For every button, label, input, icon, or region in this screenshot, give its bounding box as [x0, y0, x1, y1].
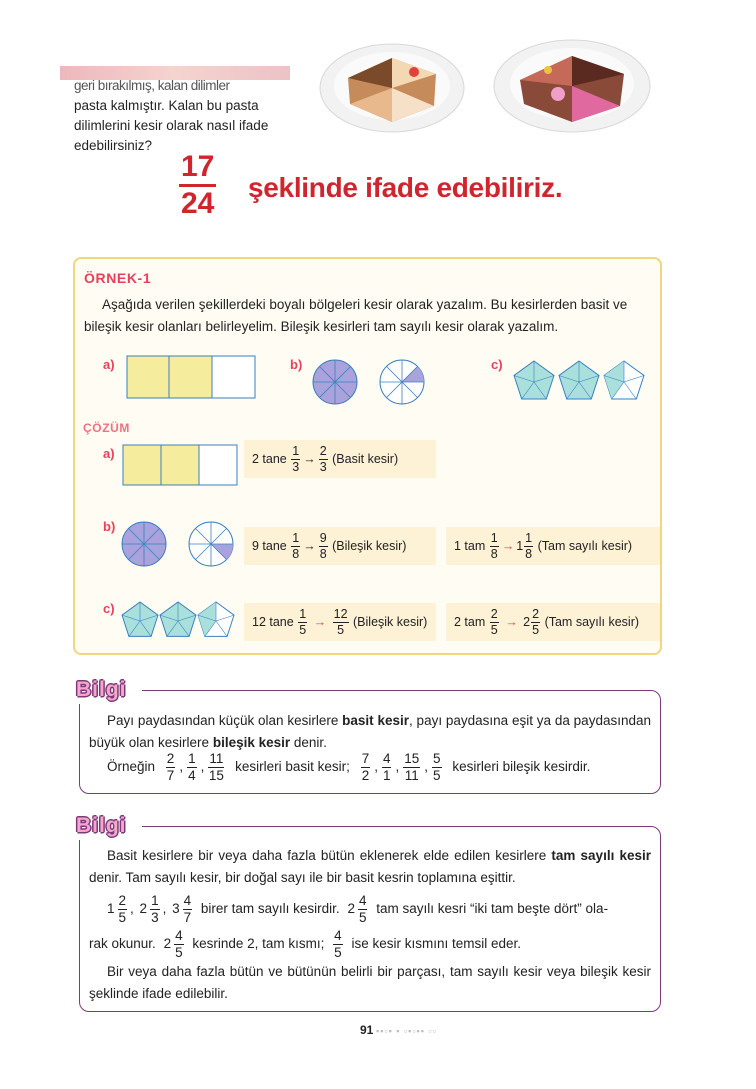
fraction-numerator: 7 — [361, 751, 370, 766]
info-1-examples: Örneğin $\frac{2}{7}$ , $\frac{1}{4}$ , $\frac{11}{15}$ kesirleri basit kesir; $\frac{7}{2}$ , $\frac{4}{1}$ , $\frac{15}{11}$ , $\frac{5}{5}$ kesirleri bileşik kesirdir. — [107, 751, 591, 783]
mixed-fraction — [150, 894, 160, 924]
solution-label-a: a) — [103, 446, 115, 461]
fraction-denominator: 5 — [433, 767, 441, 783]
page-number: 91 — [360, 1023, 374, 1037]
info-1-paragraph — [89, 710, 651, 754]
fraction-denominator: 4 — [188, 767, 196, 783]
cake-plate-image-1 — [318, 38, 466, 134]
fraction-numerator: 5 — [433, 751, 441, 766]
solution-b2-result-denominator: 8 — [525, 546, 533, 561]
info-2-text-a: Basit kesirlere bir veya daha fazla bütün eklenerek elde edilen kesirlere — [107, 848, 552, 863]
info-2-term-mixed: tam sayılı kesir — [551, 848, 651, 863]
solution-b2-unit-numerator: 1 — [490, 531, 498, 545]
solution-a-prefix: 2 tane — [252, 452, 287, 466]
solution-b2-box — [446, 527, 660, 565]
solution-b1-unit-denominator: 8 — [292, 546, 300, 561]
intro-line-4: edebilirsiniz? — [74, 138, 153, 153]
fraction-denominator: 11 — [404, 767, 419, 783]
label-a: a) — [103, 357, 115, 372]
info-2-mixed-examples: 1 $\frac{2}{5}$ , 2 $\frac{1}{3}$ , 3 $\frac{4}{7}$ birer tam sayılı kesirdir. 2 $\frac{4}{5}$ tam sayılı kesri “iki tam beşte dört” ola- — [107, 893, 609, 925]
info-2-line3-a: rak okunur. — [89, 936, 156, 951]
fraction-numerator: 4 — [382, 751, 391, 766]
fraction-denominator: 15 — [208, 767, 224, 783]
cake-plate-image-2 — [492, 34, 652, 134]
answer-denominator: 24 — [181, 187, 215, 220]
simple-fraction — [187, 752, 197, 782]
solution-c2-prefix: 2 tam — [454, 615, 486, 629]
info-2-title: Bilgi — [76, 814, 127, 837]
arrow-icon: → — [501, 539, 515, 553]
answer-numerator: 17 — [179, 152, 216, 187]
arrow-icon: → — [303, 539, 316, 553]
info-1-text-a: Payı paydasından küçük olan kesirlere — [107, 713, 343, 728]
info-1-term-improper: bileşik kesir — [212, 735, 291, 750]
figure-a-rectangle — [126, 355, 256, 399]
simple-fraction — [208, 752, 224, 782]
solution-b-circles — [120, 520, 236, 568]
solution-c1-box — [244, 603, 436, 641]
intro-line-3: dilimlerini kesir olarak nasıl ifade — [74, 118, 269, 133]
solution-c1-result-denominator: 5 — [337, 622, 345, 637]
solution-b1-note: (Bileşik kesir) — [332, 539, 407, 553]
solution-c1-unit-numerator: 1 — [299, 607, 307, 621]
info-1-improper-suffix: kesirleri bileşik kesirdir. — [452, 759, 591, 774]
solution-c2-box — [446, 603, 660, 641]
info-2-line3-b: kesrinde 2, tam kısmı; — [192, 936, 325, 951]
read-whole: 2 — [163, 936, 172, 951]
mixed-whole: 3 — [172, 901, 180, 916]
solution-b1-box — [244, 527, 436, 565]
solution-c2-whole: 2 — [523, 615, 531, 629]
solution-b1-result-numerator: 9 — [319, 531, 327, 545]
fraction-denominator: 5 — [175, 944, 183, 960]
read-fraction — [358, 894, 368, 924]
solution-b2-whole: 1 — [516, 539, 524, 553]
read-whole: 2 — [347, 901, 355, 916]
solution-a-unit-numerator: 1 — [292, 444, 300, 458]
solution-c1-prefix: 12 tane — [252, 615, 294, 629]
solution-a-result-denominator: 3 — [319, 459, 327, 474]
improper-fraction — [403, 752, 420, 782]
solution-c2-result-numerator: 2 — [532, 607, 540, 621]
fraction-numerator: 2 — [166, 751, 175, 766]
arrow-icon: → — [303, 452, 316, 466]
fraction-denominator: 2 — [361, 767, 370, 783]
fraction-numerator: 1 — [188, 751, 196, 766]
info-1-simple-suffix: kesirleri basit kesir; — [235, 759, 350, 774]
fraction-denominator: 5 — [358, 909, 367, 925]
info-2-p3: Bir veya daha fazla bütün ve bütünün belirli bir parçası, tam sayılı kesir veya bileşik kesir şeklinde ifade edilebilir. — [89, 964, 651, 1001]
improper-fraction — [382, 752, 392, 782]
fraction-numerator: 4 — [334, 928, 342, 943]
improper-fraction — [361, 752, 371, 782]
arrow-icon: → — [505, 615, 518, 629]
solution-a-unit-denominator: 3 — [292, 459, 300, 474]
solution-b2-unit-denominator: 8 — [490, 546, 498, 561]
part-fraction — [333, 929, 343, 959]
figure-b-circles — [311, 358, 427, 406]
answer-fraction — [179, 152, 216, 219]
fraction-numerator: 4 — [358, 893, 367, 908]
solution-c1-unit-denominator: 5 — [299, 622, 307, 637]
improper-fraction — [432, 752, 442, 782]
solution-label-c: c) — [103, 601, 115, 616]
solution-a-box — [244, 440, 436, 478]
solution-b1-unit-numerator: 1 — [292, 531, 300, 545]
figure-c-pentagons — [512, 357, 648, 405]
solution-c2-unit-numerator: 2 — [490, 607, 498, 621]
solution-a-result-numerator: 2 — [319, 444, 327, 458]
fraction-denominator: 1 — [382, 767, 391, 783]
solution-c-pentagons — [120, 598, 236, 642]
info-1-title: Bilgi — [76, 678, 127, 701]
solution-b1-prefix: 9 tane — [252, 539, 287, 553]
solution-a-note: (Basit kesir) — [332, 452, 399, 466]
solution-c1-note: (Bileşik kesir) — [353, 615, 428, 629]
mixed-fraction — [183, 894, 193, 924]
footer-decoration: ▪▪▫▪ ▪ ▫▪▫▪▪ ▫▫ — [376, 1026, 437, 1036]
mixed-whole: 1 — [107, 901, 115, 916]
simple-fraction — [166, 752, 176, 782]
example-title: ÖRNEK-1 — [84, 270, 152, 286]
info-2-read-text: tam sayılı kesri “iki tam beşte dört” ola- — [376, 901, 609, 916]
solution-c2-note: (Tam sayılı kesir) — [544, 615, 640, 629]
fraction-denominator: 7 — [183, 909, 192, 925]
intro-line-2: pasta kalmıştır. Kalan bu pasta — [74, 98, 259, 113]
info-1-text-c: , payı paydasına eşit ya da paydasından büyük olan kesirlere — [89, 713, 651, 750]
info-2-line3-c: ise kesir kısmını temsil eder. — [351, 936, 522, 951]
read-fraction — [174, 929, 184, 959]
solution-a-rectangle — [122, 444, 238, 486]
info-1-term-simple: basit kesir — [342, 713, 409, 728]
solution-b2-prefix: 1 tam — [454, 539, 486, 553]
answer-text: şeklinde ifade edebiliriz. — [248, 172, 563, 203]
fraction-numerator: 2 — [118, 893, 127, 908]
solution-title: ÇÖZÜM — [83, 421, 130, 435]
intro-line-1: geri bırakılmış, kalan dilimler — [74, 78, 230, 93]
solution-c1-result-numerator: 12 — [333, 607, 348, 621]
solution-label-b: b) — [103, 519, 116, 534]
example-text: Aşağıda verilen şekillerdeki boyalı bölgeleri kesir olarak yazalım. Bu kesirlerden basit ve bileşik kesir olanları belirleyelim. Bileşik kesirleri tam sayılı kesir olarak yazalım. — [84, 297, 628, 334]
mixed-fraction — [118, 894, 128, 924]
solution-c2-result-denominator: 5 — [532, 622, 540, 637]
fraction-numerator: 11 — [209, 751, 224, 766]
label-b: b) — [290, 357, 303, 372]
info-2-line-3 — [89, 929, 651, 959]
solution-b1-result-denominator: 8 — [319, 546, 327, 561]
info-2-mixed-suffix: birer tam sayılı kesirdir. — [200, 901, 340, 916]
fraction-denominator: 5 — [118, 909, 127, 925]
fraction-denominator: 3 — [151, 909, 159, 925]
info-2-text-c: denir. Tam sayılı kesir, bir doğal sayı ile bir basit kesrin toplamına eşittir. — [89, 870, 516, 885]
fraction-numerator: 4 — [183, 893, 192, 908]
fraction-numerator: 1 — [151, 893, 159, 908]
solution-c2-unit-denominator: 5 — [490, 622, 498, 637]
fraction-numerator: 15 — [404, 751, 420, 766]
info-1-example-prefix: Örneğin — [107, 759, 156, 774]
intro-paragraph — [74, 76, 298, 156]
fraction-denominator: 5 — [334, 944, 342, 960]
info-1-text-e: denir. — [290, 735, 327, 750]
solution-b2-note: (Tam sayılı kesir) — [537, 539, 633, 553]
label-c: c) — [491, 357, 503, 372]
solution-b2-result-numerator: 1 — [525, 531, 533, 545]
arrow-icon: → — [313, 615, 327, 629]
fraction-denominator: 7 — [166, 767, 175, 783]
info-2-paragraph-3 — [89, 961, 651, 1005]
fraction-numerator: 4 — [175, 928, 183, 943]
info-2-paragraph-1 — [89, 845, 651, 889]
mixed-whole: 2 — [139, 901, 148, 916]
